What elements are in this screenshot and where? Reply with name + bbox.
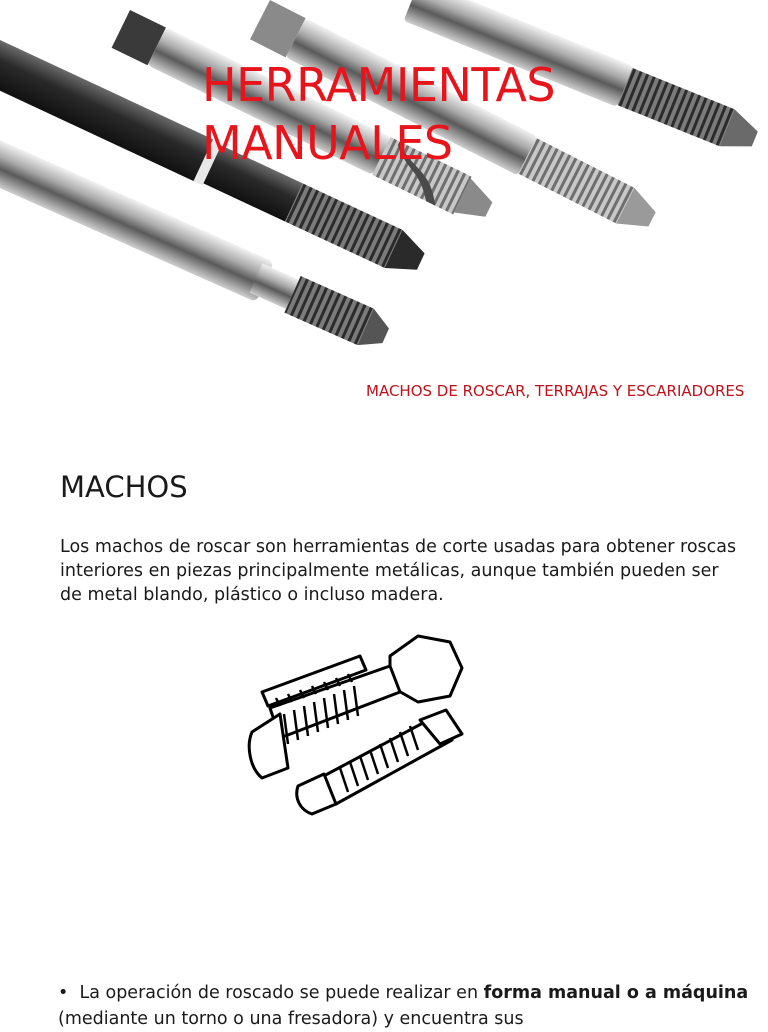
title-line-1: HERRAMIENTAS (202, 58, 556, 112)
section-body: Los machos de roscar son herramientas de corte usadas para obtener roscas interiores en piezas principalmente metálicas, aunque también pueden ser de metal blando, plástico o incluso madera. (60, 537, 737, 605)
bullet-text-b: (mediante un torno o una fresadora) y encuentra sus (58, 1009, 524, 1029)
section-heading: MACHOS (60, 470, 188, 504)
title-slide (0, 0, 768, 432)
bullet-text-a: La operación de roscado se puede realizar en (79, 983, 484, 1003)
bullet-item: • La operación de roscado se puede realizar en forma manual o a máquina (mediante un torno o una fresadora) y encuentra sus (58, 983, 749, 1029)
title-line-2: MANUALES (202, 116, 453, 170)
slide-title (202, 56, 555, 172)
bullet-bold-a: forma manual o a máquina (483, 983, 749, 1003)
slide-subtitle: MACHOS DE ROSCAR, TERRAJAS Y ESCARIADORES (366, 382, 745, 400)
content-slide (0, 432, 768, 1029)
tap-illustration (240, 628, 480, 828)
